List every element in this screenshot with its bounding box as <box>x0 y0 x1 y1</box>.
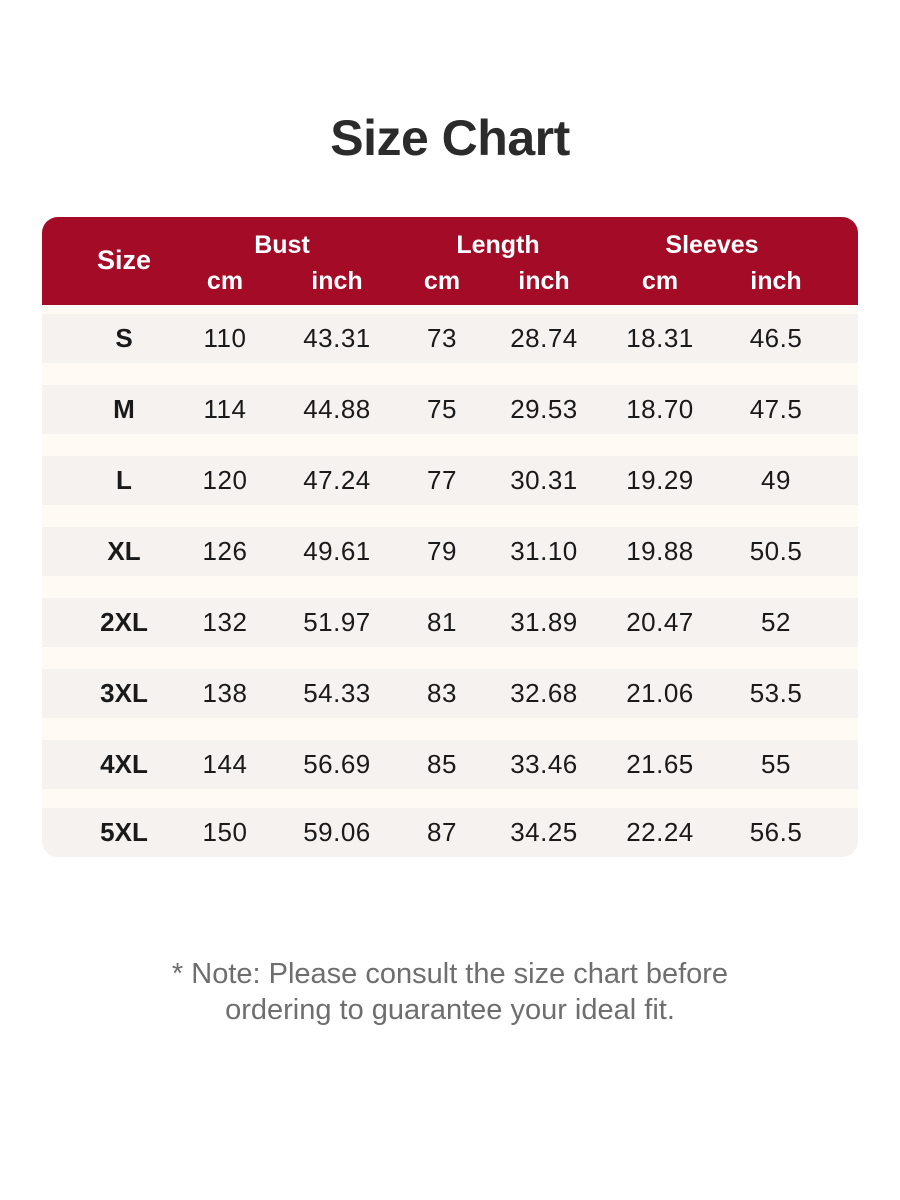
cell-bust-inch: 59.06 <box>303 817 371 847</box>
cell-sleeves-cm: 18.31 <box>626 323 694 353</box>
cell-size: 5XL <box>100 817 148 847</box>
cell-size: L <box>116 465 132 495</box>
header-sleeves-cm: cm <box>641 267 679 295</box>
cell-length-cm: 73 <box>427 323 457 353</box>
cell-length-cm: 85 <box>427 749 457 779</box>
table-row <box>42 669 858 718</box>
cell-sleeves-inch: 49 <box>761 465 791 495</box>
header-sleeves: Sleeves <box>665 231 759 259</box>
cell-sleeves-inch: 50.5 <box>749 536 803 566</box>
cell-sleeves-cm: 19.88 <box>626 536 694 566</box>
cell-bust-inch: 51.97 <box>303 607 371 637</box>
table-row <box>42 598 858 647</box>
cell-sleeves-cm: 21.06 <box>626 678 694 708</box>
table-row <box>42 808 858 857</box>
header-length-inch: inch <box>518 267 570 295</box>
cell-length-cm: 79 <box>427 536 457 566</box>
cell-bust-inch: 49.61 <box>303 536 371 566</box>
cell-sleeves-inch: 55 <box>761 749 791 779</box>
cell-length-inch: 32.68 <box>510 678 578 708</box>
cell-sleeves-cm: 21.65 <box>626 749 694 779</box>
cell-size: 2XL <box>100 607 148 637</box>
cell-length-inch: 34.25 <box>510 817 578 847</box>
header-length-cm: cm <box>423 267 461 295</box>
header-bust-inch: inch <box>311 267 363 295</box>
header-length: Length <box>456 231 540 259</box>
note-line-2: ordering to guarantee your ideal fit. <box>225 994 675 1026</box>
table-row <box>42 314 858 363</box>
header-sleeves-inch: inch <box>750 267 802 295</box>
cell-size: 4XL <box>100 749 148 779</box>
cell-size: S <box>115 323 133 353</box>
size-table <box>42 217 858 857</box>
cell-sleeves-inch: 56.5 <box>749 817 803 847</box>
cell-bust-inch: 47.24 <box>303 465 371 495</box>
cell-sleeves-cm: 20.47 <box>626 607 694 637</box>
cell-bust-cm: 138 <box>202 678 248 708</box>
cell-length-inch: 30.31 <box>510 465 578 495</box>
header-size: Size <box>96 245 152 275</box>
cell-length-cm: 81 <box>427 607 457 637</box>
table-row <box>42 740 858 789</box>
cell-sleeves-inch: 52 <box>761 607 791 637</box>
cell-sleeves-cm: 19.29 <box>626 465 694 495</box>
cell-sleeves-cm: 18.70 <box>626 394 694 424</box>
cell-bust-cm: 150 <box>202 817 248 847</box>
cell-length-inch: 29.53 <box>510 394 578 424</box>
cell-length-cm: 87 <box>427 817 457 847</box>
cell-bust-cm: 120 <box>202 465 248 495</box>
cell-length-inch: 31.10 <box>510 536 578 566</box>
cell-length-cm: 83 <box>427 678 457 708</box>
cell-length-cm: 75 <box>427 394 457 424</box>
cell-bust-cm: 144 <box>202 749 248 779</box>
cell-sleeves-inch: 47.5 <box>749 394 803 424</box>
cell-length-inch: 31.89 <box>510 607 578 637</box>
table-row <box>42 385 858 434</box>
cell-sleeves-inch: 46.5 <box>749 323 803 353</box>
cell-size: 3XL <box>100 678 148 708</box>
header-bust-cm: cm <box>206 267 244 295</box>
cell-bust-cm: 114 <box>203 394 247 424</box>
cell-length-inch: 33.46 <box>510 749 578 779</box>
cell-length-inch: 28.74 <box>510 323 578 353</box>
size-note <box>0 956 900 1028</box>
cell-length-cm: 77 <box>427 465 457 495</box>
cell-bust-inch: 44.88 <box>303 394 371 424</box>
table-row <box>42 456 858 505</box>
cell-bust-cm: 110 <box>203 323 247 353</box>
cell-bust-inch: 56.69 <box>303 749 371 779</box>
cell-bust-inch: 54.33 <box>303 678 371 708</box>
table-header <box>42 217 858 305</box>
header-bust: Bust <box>254 231 310 259</box>
cell-sleeves-cm: 22.24 <box>626 817 694 847</box>
page-title: Size Chart <box>330 110 570 166</box>
cell-bust-inch: 43.31 <box>303 323 371 353</box>
cell-size: M <box>113 394 135 424</box>
note-line-1: * Note: Please consult the size chart before <box>171 958 729 990</box>
table-row <box>42 527 858 576</box>
cell-bust-cm: 132 <box>202 607 248 637</box>
cell-sleeves-inch: 53.5 <box>749 678 803 708</box>
cell-bust-cm: 126 <box>202 536 248 566</box>
cell-size: XL <box>107 536 141 566</box>
